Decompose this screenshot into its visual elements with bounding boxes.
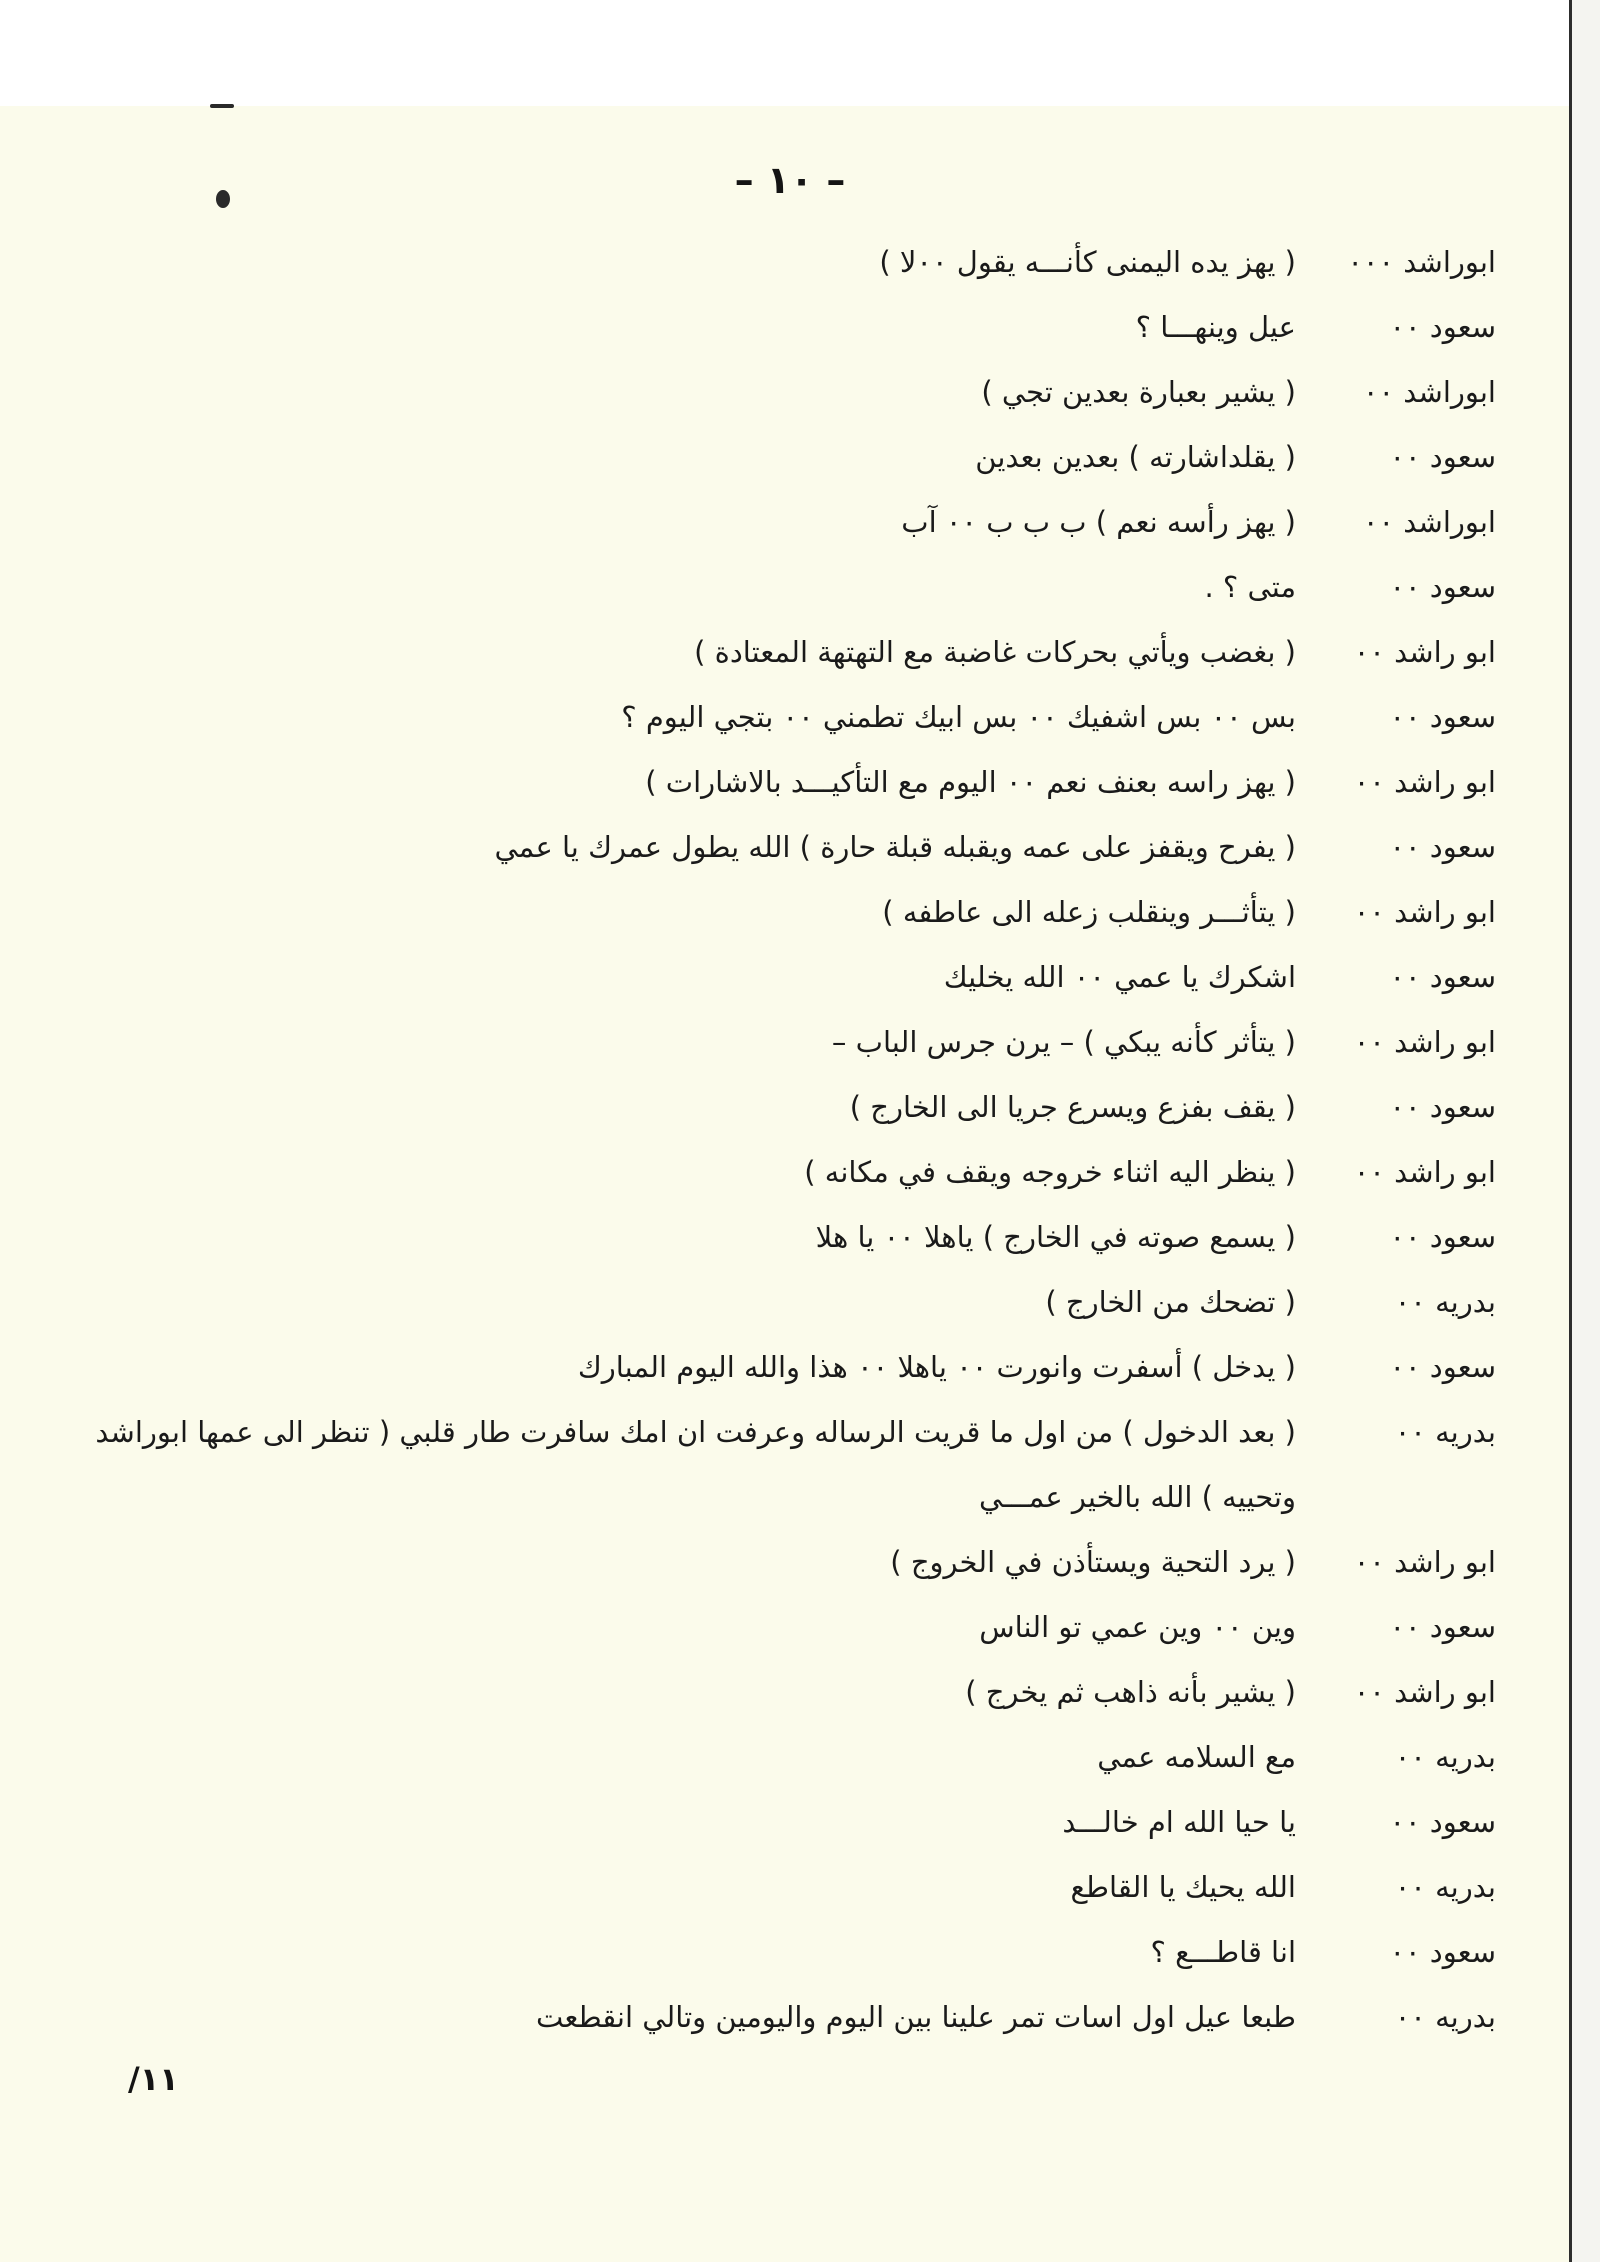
speaker-name: سعود ٠٠ [1389,1805,1496,1839]
speaker-name: سعود ٠٠ [1389,570,1496,604]
dialogue-line [36,1205,1496,1270]
dialogue-text: وين ٠٠ وين عمي تو الناس [979,1610,1296,1644]
dialogue-text: يا حيا الله ام خالـــد [1062,1805,1296,1839]
ink-speck [210,104,234,108]
dialogue-text: وتحييه ) الله بالخير عمـــي [978,1480,1296,1514]
speaker-name: بدريه ٠٠ [1394,1285,1496,1319]
dialogue-text: ( يرد التحية ويستأذن في الخروج ) [890,1545,1296,1579]
dialogue-text: ( يشير بعبارة بعدين تجي ) [981,375,1296,409]
dialogue-text: ( بغضب ويأتي بحركات غاضبة مع التهتهة المعتادة ) [694,635,1296,669]
dialogue-line [36,1075,1496,1140]
speaker-name: ابوراشد ٠٠٠ [1347,245,1496,279]
speaker-name: ابو راشد ٠٠ [1353,765,1496,799]
dialogue-line [36,1400,1496,1465]
speaker-name: ابو راشد ٠٠ [1353,1545,1496,1579]
dialogue-line [36,1660,1496,1725]
dialogue-text: ( يفرح ويقفز على عمه ويقبله قبلة حارة ) الله يطول عمرك يا عمي [494,830,1296,864]
speaker-name: سعود ٠٠ [1389,1350,1496,1384]
dialogue-line [36,1530,1496,1595]
dialogue-text: ( يهز يده اليمنى كأنـــه يقول ٠٠لا ) [879,245,1296,279]
dialogue-text: متى ؟ . [1204,570,1296,604]
dialogue-line [36,685,1496,750]
speaker-name: سعود ٠٠ [1389,310,1496,344]
dialogue-line [36,425,1496,490]
dialogue-line [36,815,1496,880]
speaker-name: سعود ٠٠ [1389,1935,1496,1969]
speaker-name: ابوراشد ٠٠ [1362,505,1496,539]
dialogue-line [36,295,1496,360]
speaker-name: بدريه ٠٠ [1394,2000,1496,2034]
speaker-name: سعود ٠٠ [1389,1610,1496,1644]
dialogue-line [36,1140,1496,1205]
dialogue-text: انا قاطـــع ؟ [1150,1935,1296,1969]
speaker-name: سعود ٠٠ [1389,830,1496,864]
dialogue-text: ( يهز رأسه نعم ) ب ب ب ٠٠ آب [901,505,1296,539]
dialogue-line [36,1855,1496,1920]
speaker-name: سعود ٠٠ [1389,700,1496,734]
dialogue-text: الله يحيك يا القاطع [1070,1870,1296,1904]
speaker-name: ابو راشد ٠٠ [1353,1025,1496,1059]
dialogue-text: ( يشير بأنه ذاهب ثم يخرج ) [965,1675,1296,1709]
footer-page-ref: /١١ [128,2060,179,2098]
ink-speck [216,190,230,208]
dialogue-text: مع السلامه عمي [1097,1740,1296,1774]
dialogue-line [36,880,1496,945]
dialogue-line [36,1270,1496,1335]
speaker-name: ابو راشد ٠٠ [1353,635,1496,669]
dialogue-text: ( يتأثـــر وينقلب زعله الى عاطفه ) [882,895,1296,929]
dialogue-line [36,945,1496,1010]
dialogue-text: ( بعد الدخول ) من اول ما قريت الرساله وعرفت ان امك سافرت طار قلبي ( تنظر الى عمها ابوراشد [95,1415,1296,1449]
speaker-name: ابو راشد ٠٠ [1353,895,1496,929]
dialogue-text: ( تضحك من الخارج ) [1045,1285,1296,1319]
dialogue-line [36,1465,1496,1530]
dialogue-text: بس ٠٠ بس اشفيك ٠٠ بس ابيك تطمني ٠٠ بتجي اليوم ؟ [621,700,1296,734]
dialogue-line [36,1725,1496,1790]
dialogue-text: عيل وينهـــا ؟ [1135,310,1296,344]
speaker-name: سعود ٠٠ [1389,1090,1496,1124]
dialogue-line [36,1010,1496,1075]
page-number: – ١٠ – [734,158,846,202]
speaker-name: ابو راشد ٠٠ [1353,1675,1496,1709]
speaker-name: ابو راشد ٠٠ [1353,1155,1496,1189]
dialogue-line [36,620,1496,685]
dialogue-line [36,555,1496,620]
dialogue-line [36,230,1496,295]
dialogue-text: ( ينظر اليه اثناء خروجه ويقف في مكانه ) [804,1155,1296,1189]
speaker-name: بدريه ٠٠ [1394,1415,1496,1449]
dialogue-line [36,490,1496,555]
dialogue-text: ( يدخل ) أسفرت وانورت ٠٠ ياهلا ٠٠ هذا والله اليوم المبارك [577,1350,1296,1384]
dialogue-line [36,1335,1496,1400]
speaker-name: سعود ٠٠ [1389,440,1496,474]
dialogue-text: طبعا عيل اول اسات تمر علينا بين اليوم واليومين وتالي انقطعت [535,2000,1296,2034]
speaker-name: سعود ٠٠ [1389,960,1496,994]
speaker-name: بدريه ٠٠ [1394,1870,1496,1904]
dialogue-line [36,1595,1496,1660]
dialogue-line [36,750,1496,815]
dialogue-text: ( يسمع صوته في الخارج ) ياهلا ٠٠ يا هلا [815,1220,1296,1254]
speaker-name: ابوراشد ٠٠ [1362,375,1496,409]
dialogue-line [36,1920,1496,1985]
speaker-name: بدريه ٠٠ [1394,1740,1496,1774]
dialogue-text: ( يهز راسه بعنف نعم ٠٠ اليوم مع التأكيـــد بالاشارات ) [645,765,1296,799]
dialogue-line [36,1985,1496,2050]
dialogue-text: ( يتأثر كأنه يبكي ) – يرن جرس الباب – [831,1025,1296,1059]
dialogue-text: ( يقلداشارته ) بعدين بعدين [975,440,1296,474]
dialogue-text: اشكرك يا عمي ٠٠ الله يخليك [943,960,1296,994]
scan-edge [1569,0,1600,2262]
dialogue-line [36,360,1496,425]
dialogue-text: ( يقف بفزع ويسرع جريا الى الخارج ) [849,1090,1296,1124]
dialogue-line [36,1790,1496,1855]
dialogue-script [36,230,1496,2050]
speaker-name: سعود ٠٠ [1389,1220,1496,1254]
